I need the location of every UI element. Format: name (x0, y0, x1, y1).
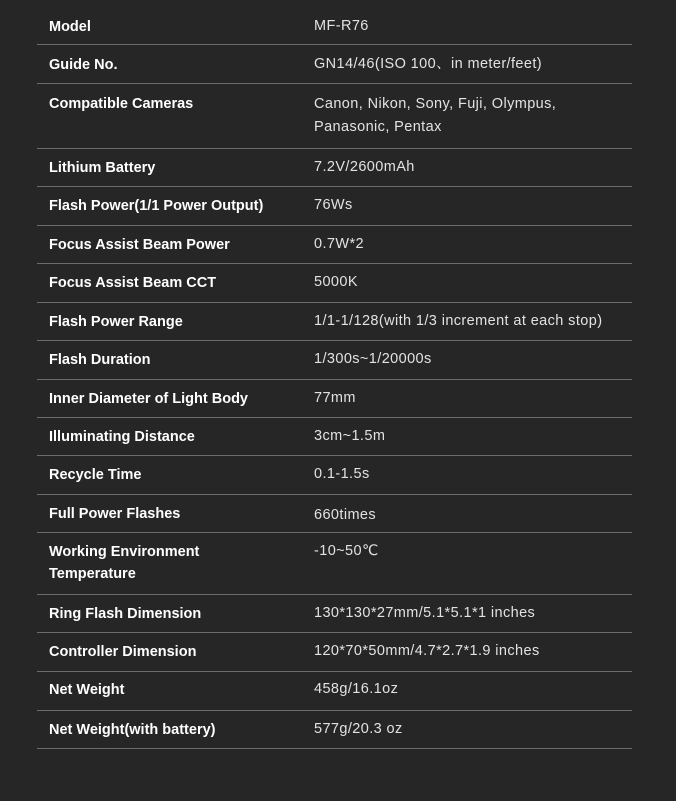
spec-row (37, 45, 632, 84)
spec-label-text: Net Weight(with battery) (49, 722, 216, 738)
spec-label (37, 533, 314, 594)
spec-label-text: Guide No. (49, 57, 118, 73)
spec-value (314, 303, 632, 340)
spec-label (37, 456, 314, 494)
spec-label-text: Net Weight (49, 682, 125, 698)
spec-value (314, 380, 632, 417)
spec-label (37, 45, 314, 83)
spec-row (37, 380, 632, 418)
spec-label (37, 149, 314, 186)
spec-value-text: 660times (314, 507, 377, 523)
spec-row (37, 84, 632, 149)
spec-label-text: Focus Assist Beam Power (49, 237, 230, 253)
spec-label (37, 6, 314, 44)
spec-value (314, 45, 632, 83)
spec-label (37, 495, 314, 532)
spec-value (314, 226, 632, 263)
spec-value-text: 130*130*27mm/5.1*5.1*1 inches (314, 605, 536, 621)
spec-value (314, 456, 632, 494)
spec-value-text: Canon, Nikon, Sony, Fuji, Olympus, Panasonic, Pentax (314, 96, 557, 135)
spec-label-text: Flash Power(1/1 Power Output) (49, 198, 264, 214)
spec-label (37, 264, 314, 302)
spec-label-text: Focus Assist Beam CCT (49, 275, 217, 291)
spec-row (37, 303, 632, 341)
spec-label-text: Lithium Battery (49, 160, 156, 176)
spec-label-text: Controller Dimension (49, 644, 197, 660)
spec-value (314, 672, 632, 710)
spec-label (37, 84, 314, 148)
spec-value (314, 533, 632, 594)
spec-label-text: Full Power Flashes (49, 506, 181, 522)
spec-row (37, 711, 632, 749)
spec-value-text: 1/1-1/128(with 1/3 increment at each stop) (314, 313, 603, 329)
spec-value-text: 7.2V/2600mAh (314, 159, 415, 175)
spec-value-text: GN14/46(ISO 100、in meter/feet) (314, 56, 542, 72)
spec-row (37, 149, 632, 187)
spec-value-text: -10~50℃ (314, 543, 379, 559)
spec-value-text: 3cm~1.5m (314, 428, 386, 444)
spec-row (37, 341, 632, 380)
spec-row (37, 533, 632, 595)
spec-label-text: Illuminating Distance (49, 429, 195, 445)
spec-label-text: Working Environment Temperature (49, 544, 200, 582)
spec-label (37, 303, 314, 340)
spec-value-text: 5000K (314, 274, 358, 290)
spec-value (314, 595, 632, 632)
spec-value (314, 633, 632, 671)
spec-row (37, 187, 632, 226)
spec-label-text: Compatible Cameras (49, 96, 194, 112)
spec-label-text: Ring Flash Dimension (49, 606, 202, 622)
spec-label (37, 418, 314, 455)
spec-row (37, 495, 632, 533)
spec-value (314, 264, 632, 302)
spec-value (314, 187, 632, 225)
spec-label-text: Recycle Time (49, 467, 142, 483)
spec-value (314, 495, 632, 532)
spec-value-text: 120*70*50mm/4.7*2.7*1.9 inches (314, 643, 540, 659)
spec-label (37, 711, 314, 748)
spec-label-text: Flash Duration (49, 352, 151, 368)
spec-label (37, 633, 314, 671)
spec-row (37, 418, 632, 456)
spec-value-text: 458g/16.1oz (314, 681, 399, 697)
spec-value-text: 577g/20.3 oz (314, 721, 403, 737)
spec-label-text: Flash Power Range (49, 314, 183, 330)
spec-value-text: 76Ws (314, 197, 353, 213)
spec-label (37, 380, 314, 417)
spec-value (314, 341, 632, 379)
spec-row (37, 226, 632, 264)
spec-value-text: 77mm (314, 390, 356, 406)
spec-row (37, 672, 632, 711)
spec-label-text: Inner Diameter of Light Body (49, 391, 248, 407)
spec-value (314, 6, 632, 44)
spec-value (314, 711, 632, 748)
spec-label (37, 187, 314, 225)
spec-value (314, 149, 632, 186)
spec-label (37, 595, 314, 632)
spec-value-text: 0.7W*2 (314, 236, 364, 252)
spec-row (37, 264, 632, 303)
spec-value-text: 0.1-1.5s (314, 466, 370, 482)
spec-row (37, 633, 632, 672)
spec-label (37, 341, 314, 379)
spec-row (37, 6, 632, 45)
spec-label-text: Model (49, 19, 91, 35)
spec-label (37, 226, 314, 263)
spec-table (37, 6, 632, 749)
spec-value (314, 84, 632, 148)
spec-row (37, 595, 632, 633)
spec-value-text: MF-R76 (314, 18, 369, 34)
spec-value-text: 1/300s~1/20000s (314, 351, 432, 367)
spec-value (314, 418, 632, 455)
spec-label (37, 672, 314, 710)
spec-row (37, 456, 632, 495)
